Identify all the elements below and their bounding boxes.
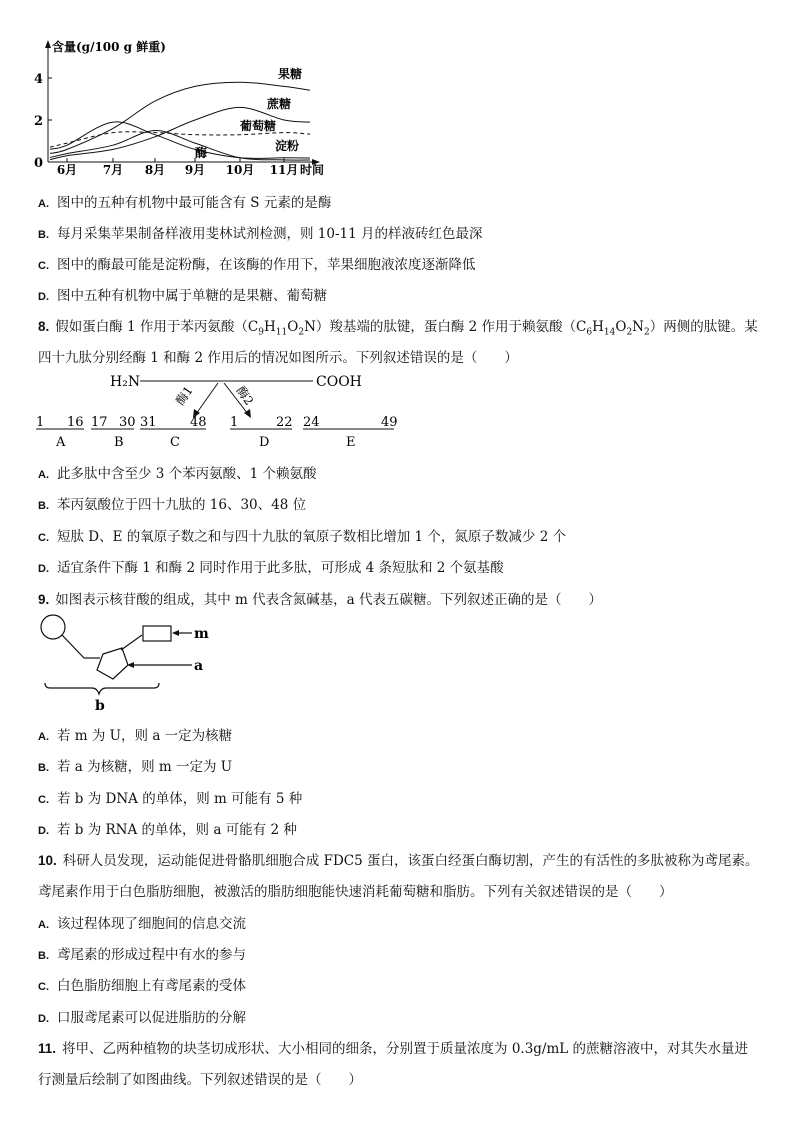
q10-stem-line2: 鸢尾素作用于白色脂肪细胞，被激活的脂肪细胞能快速消耗葡萄糖和脂肪。下列有关叙述错误的是（ ） <box>38 884 673 900</box>
q9-option-a[interactable]: A. 若 m 为 U，则 a 一定为核糖 <box>38 728 233 744</box>
x-tick-label: 7月 <box>102 163 124 177</box>
pos-number: 30 <box>119 415 136 430</box>
fragment-label: A <box>56 435 66 450</box>
cooh-label: COOH <box>316 374 362 390</box>
x-tick-label: 11月 <box>269 163 299 177</box>
q8-stem-line1: 8. 假如蛋白酶 1 作用于苯丙氨酸$(C_9H_{11}O_2N)$羧基端的肽键，蛋白酶 2 作用于赖氨酸$(C_6H_{14}O_2N_2)$两侧的肽键。某 <box>38 319 758 338</box>
series-label: 淀粉 <box>275 139 300 153</box>
q8-option-b[interactable]: B. 苯丙氨酸位于四十九肽的 16、30、48 位 <box>38 497 307 513</box>
series-label: 蔗糖 <box>267 97 292 111</box>
base-box <box>143 626 171 641</box>
series-label: 葡萄糖 <box>240 119 277 133</box>
a-label: a <box>194 658 204 674</box>
fragment-label: B <box>114 435 124 450</box>
q10-stem-line1: 10. 科研人员发现，运动能促进骨骼肌细胞合成 FDC5 蛋白，该蛋白经蛋白酶切割，产生的有活性的多肽被称为鸢尾素。 <box>38 853 759 869</box>
peptide-cleavage-diagram <box>0 368 420 458</box>
x-tick-label: 6月 <box>56 163 78 177</box>
x-axis-label: 时间 <box>300 163 325 177</box>
enzyme2-label: 酶2 <box>233 383 257 408</box>
pos-number: 49 <box>381 415 398 430</box>
q7-option-b[interactable]: B. 每月采集苹果制备样液用斐林试剂检测，则 10-11 月的样液砖红色最深 <box>38 226 483 242</box>
pos-number: 1 <box>230 415 239 430</box>
q11-stem-line1: 11. 将甲、乙两种植物的块茎切成形状、大小相同的细条，分别置于质量浓度为 0.3g/mL 的蔗糖溶液中，对其失水量进 <box>38 1041 749 1057</box>
pos-number: 1 <box>36 415 45 430</box>
q8-option-c[interactable]: C. 短肽 D、E 的氧原子数之和与四十九肽的氧原子数相比增加 1 个，氮原子数减少 2 个 <box>38 529 567 545</box>
pos-number: 31 <box>140 415 157 430</box>
q10-option-a[interactable]: A. 该过程体现了细胞间的信息交流 <box>38 916 246 932</box>
q9-option-c[interactable]: C. 若 b 为 DNA 的单体，则 m 可能有 5 种 <box>38 791 303 807</box>
series-line <box>50 107 310 159</box>
y-tick-label: 4 <box>34 72 44 87</box>
pos-number: 17 <box>91 415 108 430</box>
series-line <box>50 130 310 160</box>
m-label: m <box>194 626 209 642</box>
h2n-label: H₂N <box>110 374 141 390</box>
y-tick-label: 2 <box>34 114 44 129</box>
q10-option-c[interactable]: C. 白色脂肪细胞上有鸢尾素的受体 <box>38 978 246 994</box>
series-label: 果糖 <box>278 67 303 81</box>
q9-option-d[interactable]: D. 若 b 为 RNA 的单体，则 a 可能有 2 种 <box>38 822 297 838</box>
q7-option-c[interactable]: C. 图中的酶最可能是淀粉酶，在该酶的作用下，苹果细胞液浓度逐渐降低 <box>38 257 476 273</box>
pos-number: 48 <box>190 415 207 430</box>
pos-number: 22 <box>276 415 293 430</box>
fragment-label: C <box>170 435 180 450</box>
enzyme1-arrow <box>196 383 218 414</box>
q8-option-d[interactable]: D. 适宜条件下酶 1 和酶 2 同时作用于此多肽，可形成 4 条短肽和 2 个氨基酸 <box>38 560 504 576</box>
pos-number: 16 <box>67 415 84 430</box>
nucleotide-diagram <box>0 608 260 716</box>
pentose-ring <box>97 648 128 679</box>
y-tick-label: 0 <box>34 156 44 171</box>
phosphate-circle <box>41 615 65 639</box>
q8-stem-line2: 四十九肽分别经酶 1 和酶 2 作用后的情况如图所示。下列叙述错误的是（ ） <box>38 350 518 366</box>
q9-option-b[interactable]: B. 若 a 为核糖，则 m 一定为 U <box>38 759 233 775</box>
series-label: 酶 <box>195 146 208 160</box>
q7-option-d[interactable]: D. 图中五种有机物中属于单糖的是果糖、葡萄糖 <box>38 288 327 304</box>
q7-option-a[interactable]: A. 图中的五种有机物中最可能含有 S 元素的是酶 <box>38 195 332 211</box>
q11-stem-line2: 行测量后绘制了如图曲线。下列叙述错误的是（ ） <box>38 1072 362 1088</box>
q10-option-b[interactable]: B. 鸢尾素的形成过程中有水的参与 <box>38 947 246 963</box>
series-line <box>50 82 310 153</box>
y-axis-label: 含量(g/100 g 鲜重) <box>52 40 166 54</box>
enzyme1-label: 酶1 <box>172 383 196 408</box>
fragment-label: E <box>346 435 356 450</box>
x-tick-label: 10月 <box>225 163 255 177</box>
brace-b <box>45 683 159 694</box>
q8-option-a[interactable]: A. 此多肽中含至少 3 个苯丙氨酸、1 个赖氨酸 <box>38 466 317 482</box>
sugar-content-chart <box>0 0 794 185</box>
x-tick-label: 8月 <box>144 163 166 177</box>
x-tick-label: 9月 <box>184 163 206 177</box>
b-label: b <box>95 698 105 714</box>
q10-option-d[interactable]: D. 口服鸢尾素可以促进脂肪的分解 <box>38 1010 246 1026</box>
y-axis-arrow <box>45 40 51 48</box>
fragment-label: D <box>259 435 270 450</box>
pos-number: 24 <box>303 415 320 430</box>
q9-stem: 9. 如图表示核苷酸的组成，其中 m 代表含氮碱基，a 代表五碳糖。下列叙述正确的是（ ） <box>38 592 602 608</box>
